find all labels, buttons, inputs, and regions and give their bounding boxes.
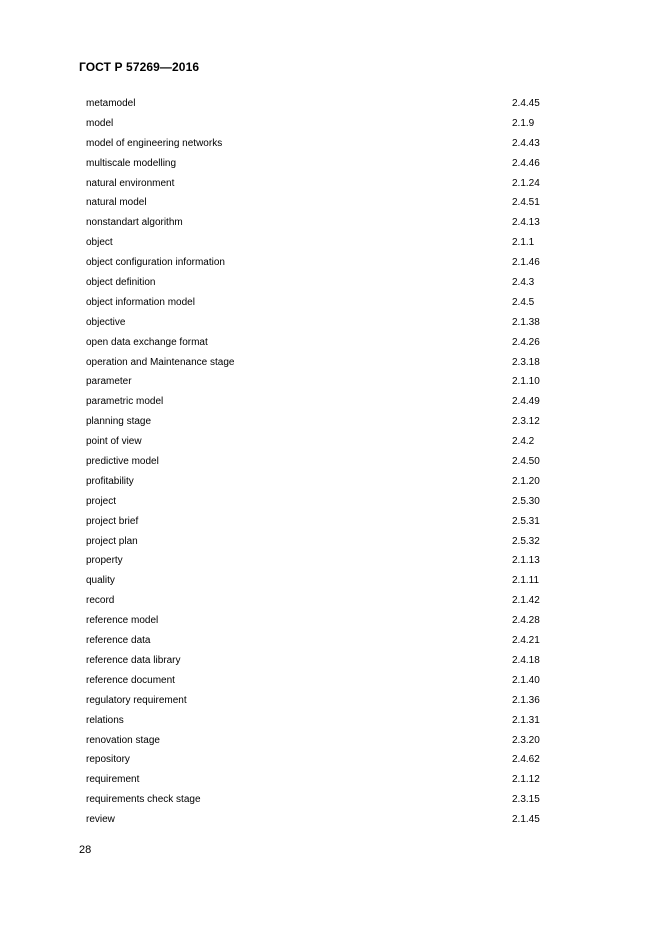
index-reference-number: 2.3.12: [512, 416, 540, 428]
index-term: reference data library: [86, 654, 181, 666]
index-reference-number: 2.1.1: [512, 237, 535, 249]
index-term: review: [86, 814, 115, 826]
index-entry: [86, 770, 556, 790]
index-entry: [86, 790, 556, 810]
index-entry: [86, 551, 556, 571]
index-reference-number: 2.1.36: [512, 694, 540, 706]
index-term: object: [86, 237, 113, 249]
index-term: requirement: [86, 774, 140, 786]
index-reference-number: 2.4.13: [512, 217, 540, 229]
index-reference-number: 2.1.20: [512, 475, 540, 487]
index-entry: [86, 154, 556, 174]
index-term: metamodel: [86, 98, 136, 109]
index-term: model of engineering networks: [86, 137, 223, 149]
index-term: renovation stage: [86, 734, 160, 746]
index-reference-number: 2.4.45: [512, 98, 540, 109]
index-reference-number: 2.4.21: [512, 635, 540, 647]
index-reference-number: 2.4.18: [512, 654, 540, 666]
index-term: repository: [86, 754, 130, 766]
index-reference-number: 2.4.2: [512, 436, 535, 448]
index-term: point of view: [86, 436, 142, 448]
index-term: quality: [86, 575, 115, 587]
index-term: parametric model: [86, 396, 164, 408]
page-number: 28: [79, 844, 92, 856]
index-reference-number: 2.4.51: [512, 197, 540, 209]
index-reference-number: 2.1.12: [512, 774, 540, 786]
index-entry: [86, 532, 556, 552]
index-reference-number: 2.1.42: [512, 595, 540, 607]
index-reference-number: 2.1.13: [512, 555, 540, 567]
index-entry: [86, 492, 556, 512]
index-entry: [86, 591, 556, 611]
index-entry: [86, 253, 556, 273]
index-reference-number: 2.1.10: [512, 376, 540, 388]
index-term: profitability: [86, 475, 134, 487]
index-entry: [86, 452, 556, 472]
index-reference-number: 2.3.18: [512, 356, 540, 368]
index-reference-number: 2.3.15: [512, 794, 540, 806]
index-entry: [86, 691, 556, 711]
index-reference-number: 2.4.26: [512, 336, 540, 348]
index-term: project: [86, 495, 117, 507]
index-term: reference model: [86, 615, 159, 627]
index-entry: [86, 174, 556, 194]
index-reference-number: 2.1.40: [512, 674, 540, 686]
index-entry: [86, 392, 556, 412]
index-reference-number: 2.4.46: [512, 157, 540, 169]
index-entry: [86, 353, 556, 373]
index-reference-number: 2.4.49: [512, 396, 540, 408]
index-reference-number: 2.5.31: [512, 515, 540, 527]
document-header: ГОСТ Р 57269—2016: [79, 60, 200, 74]
index-term: requirements check stage: [86, 794, 201, 806]
index-term: relations: [86, 714, 124, 726]
index-entry: [86, 233, 556, 253]
index-term: project plan: [86, 535, 138, 547]
index-reference-number: 2.1.46: [512, 257, 540, 269]
index-term: nonstandart algorithm: [86, 217, 183, 229]
index-entry: [86, 571, 556, 591]
index-reference-number: 2.5.32: [512, 535, 540, 547]
index-term: open data exchange format: [86, 336, 208, 348]
index-reference-number: 2.4.5: [512, 296, 535, 308]
index-entry: [86, 611, 556, 631]
index-term: natural model: [86, 197, 147, 209]
index-entry: [86, 134, 556, 154]
index-term: model: [86, 117, 114, 129]
alphabetical-index: [86, 94, 556, 830]
index-entry: [86, 193, 556, 213]
index-reference-number: 2.1.38: [512, 316, 540, 328]
index-entry: [86, 412, 556, 432]
index-reference-number: 2.1.11: [512, 575, 540, 587]
index-entry: [86, 432, 556, 452]
index-term: planning stage: [86, 416, 152, 428]
index-term: project brief: [86, 515, 139, 527]
index-entry: [86, 512, 556, 532]
index-entry: [86, 810, 556, 830]
index-term: parameter: [86, 376, 132, 388]
index-reference-number: 2.4.43: [512, 137, 540, 149]
index-entry: [86, 213, 556, 233]
index-reference-number: 2.1.31: [512, 714, 540, 726]
index-reference-number: 2.1.45: [512, 814, 540, 826]
index-entry: [86, 750, 556, 770]
index-entry: [86, 114, 556, 134]
index-reference-number: 2.4.50: [512, 456, 540, 468]
index-entry: [86, 94, 556, 114]
index-term: natural environment: [86, 177, 175, 189]
index-entry: [86, 333, 556, 353]
index-term: multiscale modelling: [86, 157, 177, 169]
index-entry: [86, 731, 556, 751]
index-entry: [86, 293, 556, 313]
index-term: record: [86, 595, 115, 607]
index-term: object information model: [86, 296, 195, 308]
index-term: object configuration information: [86, 257, 225, 269]
index-term: property: [86, 555, 123, 567]
index-term: predictive model: [86, 456, 159, 468]
index-term: reference document: [86, 674, 175, 686]
index-reference-number: 2.3.20: [512, 734, 540, 746]
index-reference-number: 2.5.30: [512, 495, 540, 507]
index-term: operation and Maintenance stage: [86, 356, 235, 368]
index-term: objective: [86, 316, 126, 328]
index-entry: [86, 671, 556, 691]
index-reference-number: 2.4.28: [512, 615, 540, 627]
index-entry: [86, 631, 556, 651]
index-reference-number: 2.4.62: [512, 754, 540, 766]
index-entry: [86, 711, 556, 731]
index-term: regulatory requirement: [86, 694, 187, 706]
index-reference-number: 2.1.9: [512, 117, 535, 129]
index-reference-number: 2.4.3: [512, 277, 535, 289]
index-entry: [86, 651, 556, 671]
index-reference-number: 2.1.24: [512, 177, 540, 189]
index-term: object definition: [86, 277, 156, 289]
index-entry: [86, 273, 556, 293]
index-entry: [86, 472, 556, 492]
index-entry: [86, 313, 556, 333]
index-entry: [86, 372, 556, 392]
index-term: reference data: [86, 635, 151, 647]
